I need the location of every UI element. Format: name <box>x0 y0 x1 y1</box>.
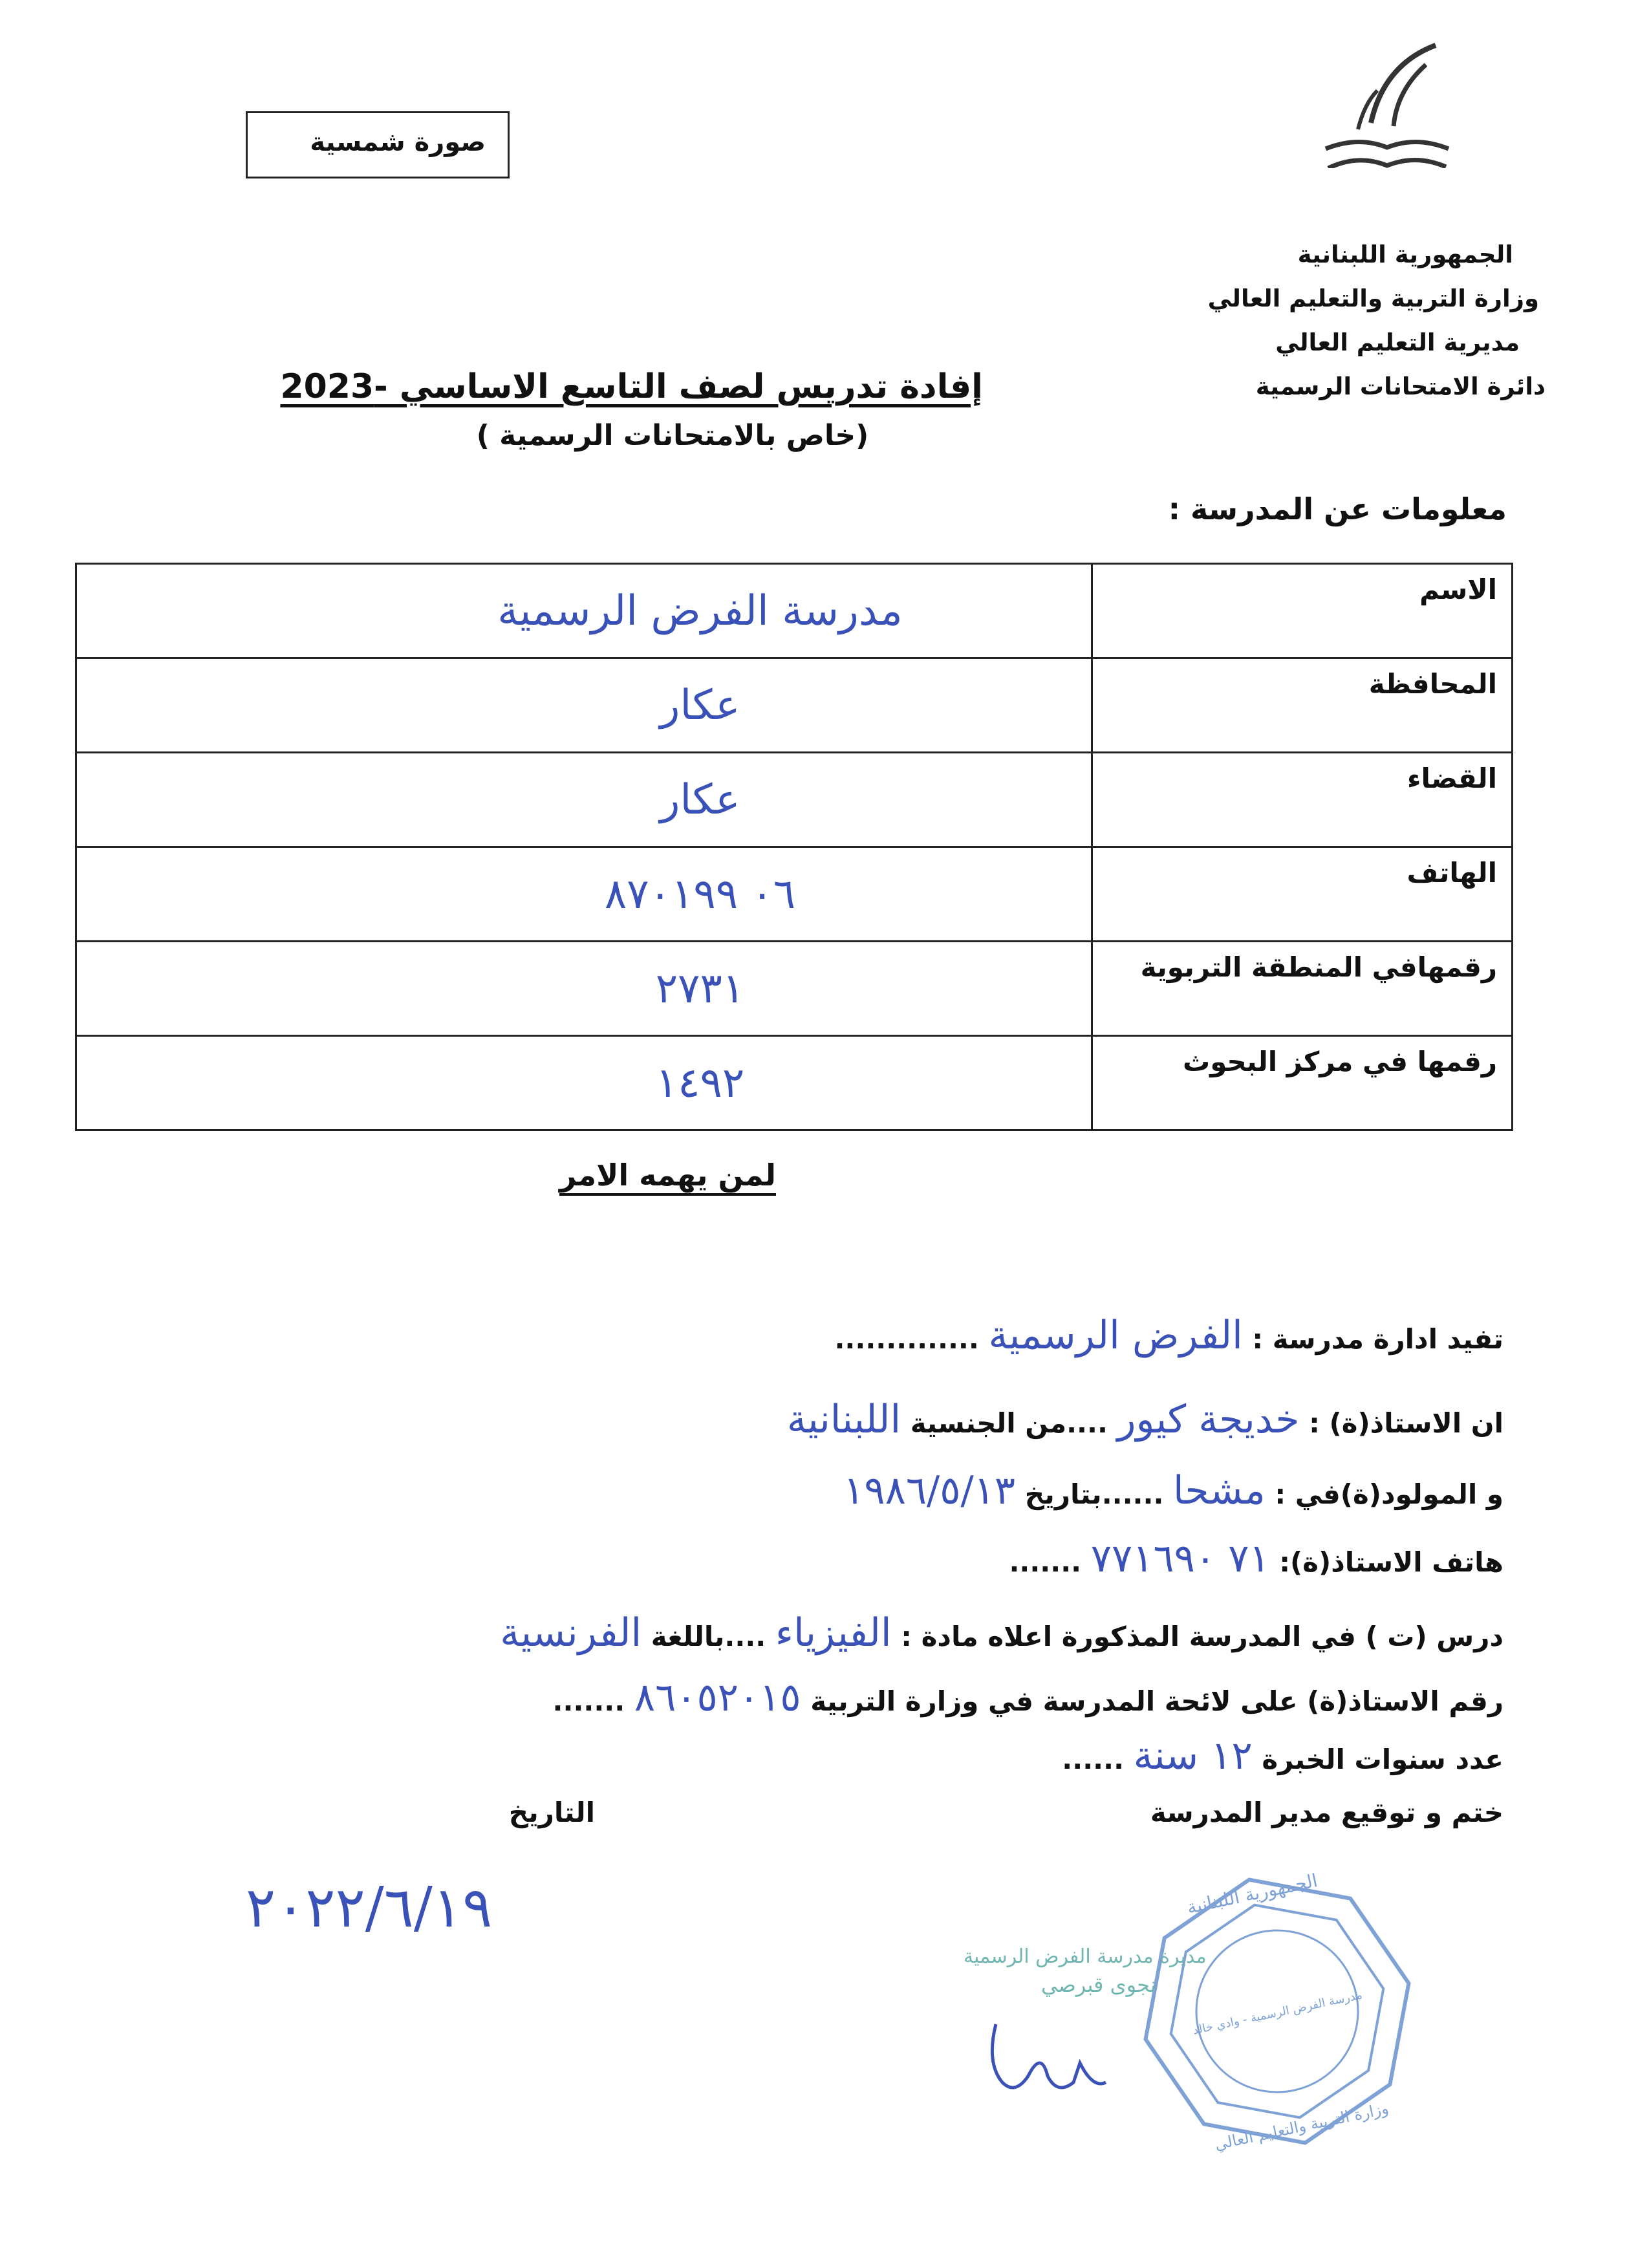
school-info-table <box>75 563 1513 1131</box>
photo-box-label: صورة شمسية <box>310 127 486 157</box>
photo-box <box>246 111 510 178</box>
header-directorate: مديرية التعليم العالي <box>1275 329 1520 356</box>
page-subtitle: (خاص بالامتحانات الرسمية ) <box>476 419 869 452</box>
seal-signature-label: ختم و توقيع مدير المدرسة <box>1150 1797 1503 1828</box>
row-value-phone: ٠٦ ٨٧٠١٩٩ <box>76 847 1092 942</box>
row-value-research-center-no: ١٤٩٢ <box>76 1036 1092 1130</box>
page-title: إفادة تدريس لصف التاسع الاساسي -2023 <box>280 367 983 406</box>
nationality-value: اللبنانية <box>786 1397 901 1442</box>
experience-value: ١٢ سنة <box>1133 1733 1253 1778</box>
ministry-no-value: ٨٦٠٥٢٠١٥ <box>634 1675 801 1720</box>
row-label-name: الاسم <box>1092 564 1513 658</box>
form-line-experience: عدد سنوات الخبرة ١٢ سنة ...... <box>1062 1733 1503 1778</box>
row-label-research-center-no: رقمها في مركز البحوث <box>1092 1036 1513 1130</box>
handwritten-date: ٢٠٢٢/٦/١٩ <box>246 1875 493 1940</box>
language-value: الفرنسية <box>500 1610 642 1656</box>
stamp-text-center: مدرسة الفرض الرسمية - وادي خالد <box>1191 1988 1364 2038</box>
to-whom-heading: لمن يهمه الامر <box>559 1158 776 1193</box>
ministry-logo-icon <box>1319 39 1455 168</box>
row-value-district: عكار <box>76 753 1092 847</box>
form-line-phone: هاتف الاستاذ(ة): ٧١ ٧٧١٦٩٠ ....... <box>1009 1536 1503 1581</box>
form-line-subject: درس (ت ) في المدرسة المذكورة اعلاه مادة : الفيزياء ....باللغة الفرنسية <box>500 1610 1503 1656</box>
header-republic: الجمهورية اللبنانية <box>1297 241 1513 268</box>
school-stamp-icon <box>1108 1842 1446 2180</box>
stamp-text-top: الجمهورية اللبنانية <box>1185 1870 1320 1919</box>
table-row <box>76 564 1513 658</box>
table-row <box>76 942 1513 1036</box>
row-value-name: مدرسة الفرض الرسمية <box>76 564 1092 658</box>
birth-date-value: ١٩٨٦/٥/١٣ <box>843 1468 1016 1513</box>
table-row <box>76 753 1513 847</box>
subject-value: الفيزياء <box>775 1610 892 1656</box>
header-ministry: وزارة التربية والتعليم العالي <box>1207 285 1539 312</box>
table-row <box>76 847 1513 942</box>
header-exams-dept: دائرة الامتحانات الرسمية <box>1255 373 1546 400</box>
director-stamp-line: مديرة مدرسة الفرض الرسمية <box>964 1945 1207 1968</box>
row-value-governorate: عكار <box>76 658 1092 753</box>
row-label-phone: الهاتف <box>1092 847 1513 942</box>
school-value: الفرض الرسمية <box>988 1313 1243 1358</box>
row-label-edu-region-no: رقمهافي المنطقة التربوية <box>1092 942 1513 1036</box>
form-line-school: تفيد ادارة مدرسة : الفرض الرسمية .............. <box>834 1313 1503 1358</box>
director-signature-icon <box>983 2011 1151 2102</box>
school-info-heading: معلومات عن المدرسة : <box>1168 491 1507 526</box>
director-name: نجوى قبرصي <box>1041 1972 1156 1997</box>
form-line-ministry-no: رقم الاستاذ(ة) على لائحة المدرسة في وزارة التربية ٨٦٠٥٢٠١٥ ....... <box>552 1675 1503 1720</box>
date-label: التاريخ <box>508 1797 595 1828</box>
birth-place-value: مشحا <box>1173 1468 1266 1513</box>
teacher-phone-value: ٧١ ٧٧١٦٩٠ <box>1090 1536 1270 1581</box>
row-value-edu-region-no: ٢٧٣١ <box>76 942 1092 1036</box>
table-row <box>76 658 1513 753</box>
row-label-governorate: المحافظة <box>1092 658 1513 753</box>
teacher-value: خديجة كيور <box>1117 1397 1300 1442</box>
form-line-teacher: ان الاستاذ(ة) : خديجة كيور ....من الجنسية اللبنانية <box>786 1397 1503 1442</box>
form-line-birth: و المولود(ة)في : مشحا ......بتاريخ ١٩٨٦/٥/١٣ <box>843 1468 1503 1513</box>
row-label-district: القضاء <box>1092 753 1513 847</box>
table-row <box>76 1036 1513 1130</box>
stamp-text-bottom: وزارة التربية والتعليم العالي <box>1212 2099 1390 2154</box>
